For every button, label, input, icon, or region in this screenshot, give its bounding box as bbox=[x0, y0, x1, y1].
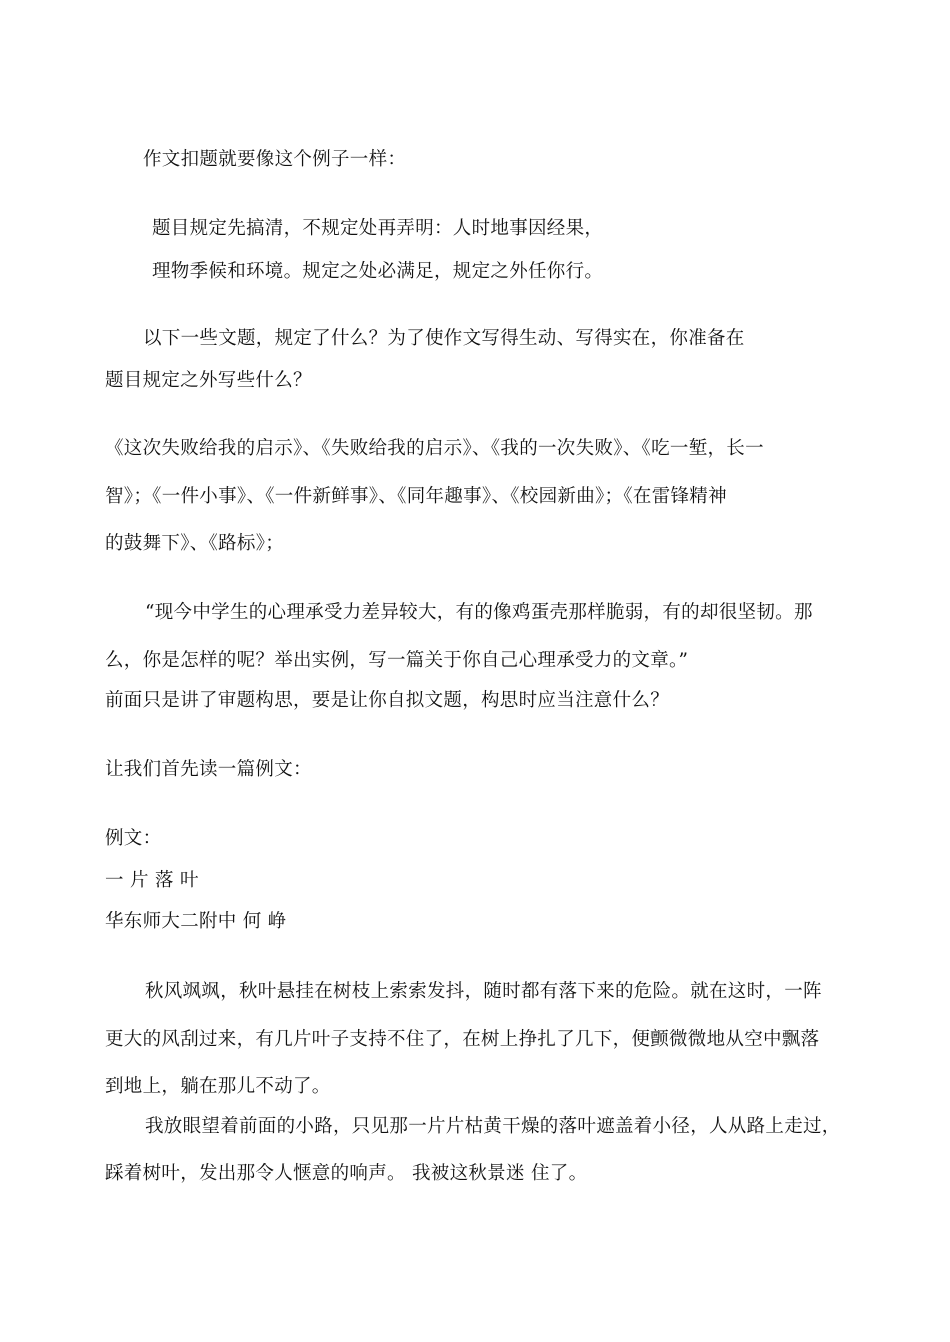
titles-line-2: 智》；《一件小事》、《一件新鲜事》、《同年趣事》、《校园新曲》；《在雷锋精神 bbox=[105, 486, 727, 507]
prompt-line-1: “现今中学生的心理承受力差异较大，有的像鸡蛋壳那样脆弱，有的却很坚韧。那 bbox=[145, 602, 813, 623]
prompt-line-3: 前面只是讲了审题构思，要是让你自拟文题，构思时应当注意什么？ bbox=[105, 690, 670, 711]
example-label: 例文： bbox=[105, 828, 162, 849]
essay-p2-line-2: 踩着树叶，发出那令人惬意的响声。 我被这秋景迷 住了。 bbox=[105, 1163, 588, 1184]
verse-line-1: 题目规定先搞清，不规定处再弄明：人时地事因经果， bbox=[152, 218, 604, 239]
titles-line-3: 的鼓舞下》、《路标》； bbox=[105, 533, 285, 554]
essay-title: 一 片 落 叶 bbox=[105, 870, 199, 891]
lead-line: 让我们首先读一篇例文： bbox=[105, 759, 312, 780]
prompt-line-2: 么，你是怎样的呢？举出实例，写一篇关于你自己心理承受力的文章。” bbox=[105, 650, 689, 671]
intro-line: 作文扣题就要像这个例子一样： bbox=[143, 149, 407, 170]
question-line-2: 题目规定之外写些什么？ bbox=[105, 370, 312, 391]
essay-p1-line-3: 到地上，躺在那儿不动了。 bbox=[105, 1076, 331, 1097]
essay-p1-line-1: 秋风飒飒，秋叶悬挂在树枝上索索发抖，随时都有落下来的危险。就在这时，一阵 bbox=[145, 981, 822, 1002]
essay-author: 华东师大二附中 何 峥 bbox=[105, 911, 287, 932]
verse-line-2: 理物季候和环境。规定之处必满足，规定之外任你行。 bbox=[152, 261, 604, 282]
question-line-1: 以下一些文题，规定了什么？为了使作文写得生动、写得实在，你准备在 bbox=[143, 328, 745, 349]
titles-line-1: 《这次失败给我的启示》、《失败给我的启示》、《我的一次失败》、《吃一堑，长一 bbox=[105, 438, 764, 459]
essay-p1-line-2: 更大的风刮过来，有几片叶子支持不住了，在树上挣扎了几下，便颤微微地从空中飘落 bbox=[105, 1029, 820, 1050]
essay-p2-line-1: 我放眼望着前面的小路，只见那一片片枯黄干燥的落叶遮盖着小径，人从路上走过， bbox=[145, 1116, 841, 1137]
